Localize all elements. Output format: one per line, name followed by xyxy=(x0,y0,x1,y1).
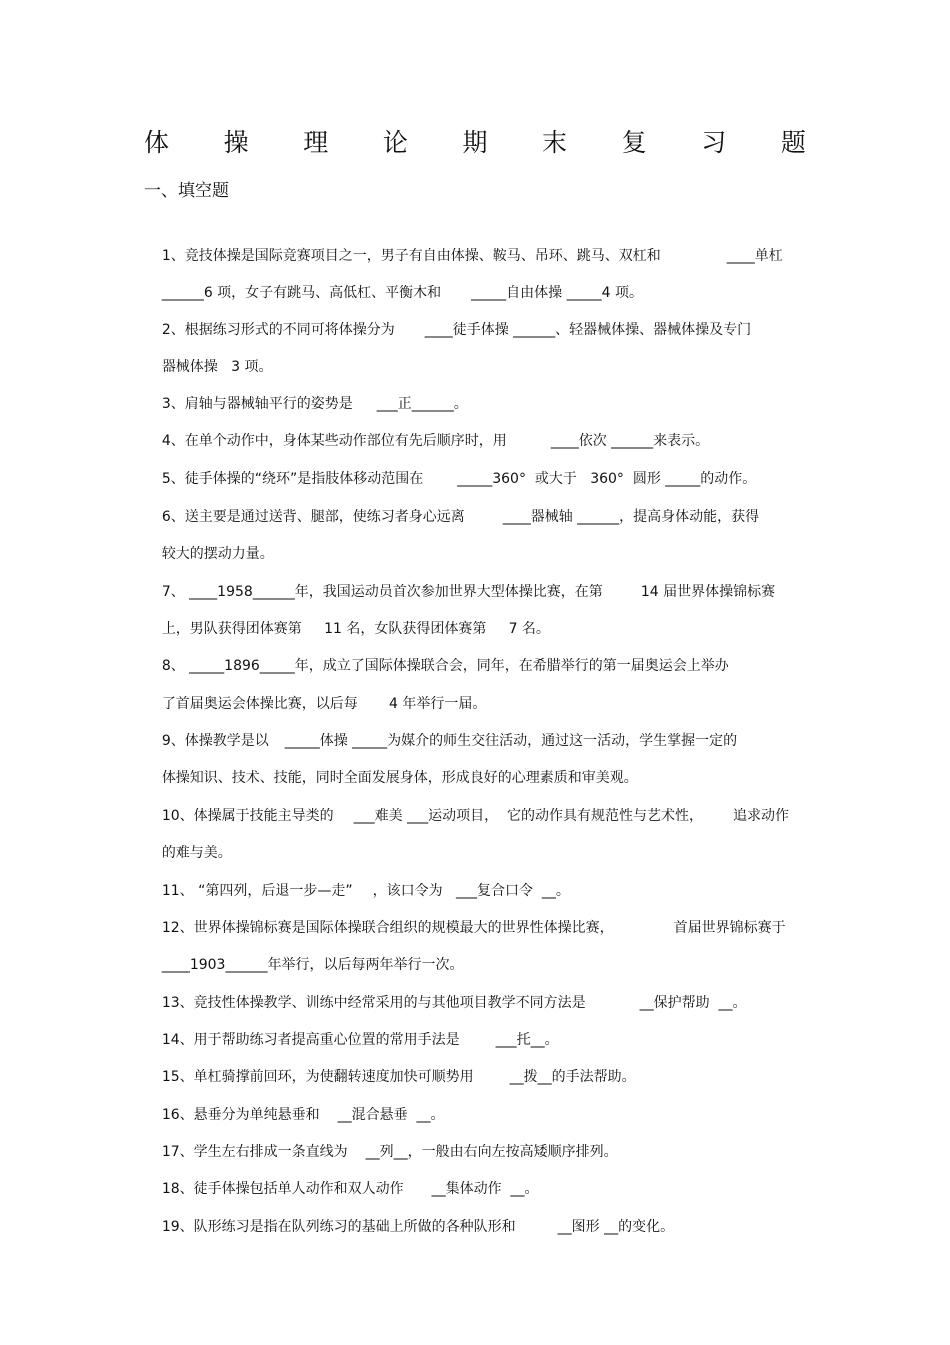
question-line: 12、世界体操锦标赛是国际体操联合组织的规模最大的世界性体操比赛， 首届世界锦标赛于 xyxy=(161,920,786,936)
page-title xyxy=(144,127,806,159)
title-char: 习 xyxy=(701,128,727,157)
question-line: 上，男队获得团体赛第 11 名，女队获得团体赛第 7 名。 xyxy=(161,621,550,637)
title-char: 体 xyxy=(144,128,170,157)
question-line: ____1903______年举行，以后每两年举行一次。 xyxy=(161,957,464,973)
question-line: 6、送主要是通过送背、腿部，使练习者身心远离 ____器械轴 ______，提高身体动能，获得 xyxy=(161,509,760,525)
title-char: 题 xyxy=(780,128,806,157)
question-line: 14、用于帮助练习者提高重心位置的常用手法是 ___托__。 xyxy=(161,1032,559,1048)
question-line: ______6 项，女子有跳马、高低杠、平衡木和 _____自由体操 _____4 项。 xyxy=(161,285,643,301)
question-line: 3、肩轴与器械轴平行的姿势是 ___正______。 xyxy=(161,396,468,412)
question-line: 10、体操属于技能主导类的 ___难美 ___运动项目， 它的动作具有规范性与艺术性， 追求动作 xyxy=(161,808,789,824)
question-line: 体操知识、技术、技能，同时全面发展身体，形成良好的心理素质和审美观。 xyxy=(161,770,638,786)
question-line: 4、在单个动作中，身体某些动作部位有先后顺序时，用 ____依次 ______来表示。 xyxy=(161,433,710,449)
question-line: 13、竞技性体操教学、训练中经常采用的与其他项目教学不同方法是 __保护帮助 __。 xyxy=(161,995,747,1011)
section-heading: 一、填空题 xyxy=(144,181,229,201)
title-char: 末 xyxy=(542,128,568,157)
question-line: 16、悬垂分为单纯悬垂和 __混合悬垂 __。 xyxy=(161,1107,445,1123)
title-char: 论 xyxy=(382,128,408,157)
question-line: 了首届奥运会体操比赛，以后每 4 年举行一届。 xyxy=(161,696,487,712)
question-line: 器械体操 3 项。 xyxy=(161,359,273,375)
question-line: 较大的摆动力量。 xyxy=(161,546,274,562)
question-line: 5、徒手体操的“绕环”是指肢体移动范围在 _____360° 或大于 360° 圆形 _____的动作。 xyxy=(161,471,757,487)
question-line: 17、学生左右排成一条直线为 __列__，一般由右向左按高矮顺序排列。 xyxy=(161,1144,618,1160)
question-line: 8、 _____1896_____年，成立了国际体操联合会，同年，在希腊举行的第一届奥运会上举办 xyxy=(161,658,729,674)
question-line: 15、单杠骑撑前回环，为使翻转速度加快可顺势用 __拨__的手法帮助。 xyxy=(161,1069,636,1085)
question-line: 11、 “第四列，后退一步—走” ，该口令为 ___复合口令 __。 xyxy=(161,883,570,899)
title-char: 复 xyxy=(621,128,647,157)
question-line: 1、竞技体操是国际竞赛项目之一，男子有自由体操、鞍马、吊环、跳马、双杠和 ____单杠 xyxy=(161,248,783,264)
title-char: 理 xyxy=(303,128,329,157)
title-char: 操 xyxy=(223,128,249,157)
question-line: 2、根据练习形式的不同可将体操分为 ____徒手体操 ______、轻器械体操、器械体操及专门 xyxy=(161,322,752,338)
question-line: 7、 ____1958______年，我国运动员首次参加世界大型体操比赛，在第 14 届世界体操锦标赛 xyxy=(161,584,776,600)
question-line: 18、徒手体操包括单人动作和双人动作 __集体动作 __。 xyxy=(161,1181,539,1197)
question-line: 19、队形练习是指在队列练习的基础上所做的各种队形和 __图形 __的变化。 xyxy=(161,1219,675,1235)
question-line: 的难与美。 xyxy=(161,845,232,861)
title-char: 期 xyxy=(462,128,488,157)
question-line: 9、体操教学是以 _____体操 _____为媒介的师生交往活动，通过这一活动，学生掌握一定的 xyxy=(161,733,738,749)
